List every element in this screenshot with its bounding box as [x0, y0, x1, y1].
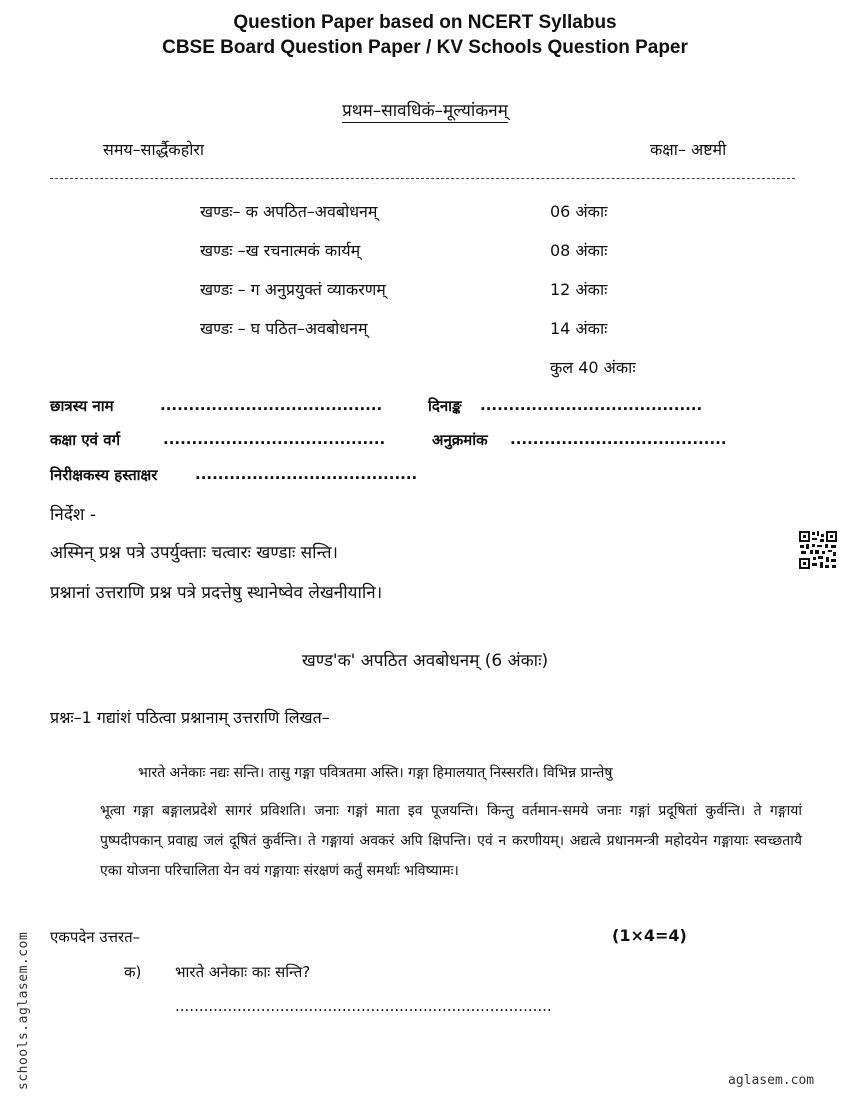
exam-title: प्रथम–सावधिकं–मूल्यांकनम् [342, 101, 508, 121]
passage-rest: भूत्वा गङ्गा बङ्गालप्रदेशे सागरं प्रविशति। जनाः गङ्गां माता इव पूजयन्ति। किन्तु वर्तमान-समये जनाः गङ्गां प्रदूषितां कुर्वन्ति। ते गङ्गायां पुष्पदीपकान् प्रवाह्य जलं दूषितं कुर्वन्ति। ते गङ्गायां अवकरं अपि क्षिपन्ति। एवं न करणीयम्। अद्यत्वे प्रधानमन्त्री महोदयेन गङ्गायाः स्वच्छतायै एका योजना परिचालिता येन वयं गङ्गायाः संरक्षणं कर्तुं समर्थाः भविष्यामः। [100, 803, 802, 879]
passage-first-line: भारते अनेकाः नद्यः सन्ति। तासु गङ्गा पवित्रतमा अस्ति। गङ्गा हिमालयात् निस्सरति। विभिन्न प्रान्तेषु [138, 765, 613, 781]
roll-number-label: अनुक्रमांक [432, 431, 488, 449]
student-name-field[interactable]: ....................................... [160, 396, 383, 414]
total-marks: कुल 40 अंकाः [550, 358, 636, 377]
roll-number-field[interactable]: ...................................... [510, 430, 727, 448]
date-label: दिनाङ्क [428, 397, 462, 415]
question-1: प्रश्नः–1 गद्यांशं पठित्वा प्रश्नानाम् उत्तराणि लिखत– [50, 708, 330, 727]
answer-field[interactable]: ............................................................................... [175, 997, 552, 1015]
sub-question-label: क) [124, 963, 142, 981]
instruction-line: प्रश्नानां उत्तराणि प्रश्न पत्रे प्रदत्तेषु स्थानेष्वेव लेखनीयानि। [50, 583, 383, 603]
section-marks: 06 अंकाः [550, 202, 608, 221]
passage [100, 758, 802, 796]
class-section-field[interactable]: ....................................... [163, 430, 386, 448]
section-a-heading: खण्ड'क' अपठित अवबोधनम् (6 अंकाः) [301, 651, 549, 671]
exam-class: कक्षा– अष्टमी [650, 140, 727, 159]
header-line-2: CBSE Board Question Paper / KV Schools Question Paper [162, 37, 688, 58]
marks-allocation: (1×4=4) [612, 926, 687, 945]
section-marks: 12 अंकाः [550, 280, 608, 299]
section-marks: 08 अंकाः [550, 241, 608, 260]
section-name: खण्डः –ख रचनात्मकं कार्यम् [200, 241, 361, 260]
divider [50, 178, 795, 179]
bottom-watermark: aglasem.com [728, 1073, 815, 1088]
header-line-1: Question Paper based on NCERT Syllabus [233, 12, 617, 33]
instructions-heading: निर्देश - [50, 505, 96, 525]
invigilator-signature-label: निरीक्षकस्य हस्ताक्षर [50, 466, 158, 484]
class-section-label: कक्षा एवं वर्ग [50, 431, 121, 449]
sub-instruction: एकपदेन उत्तरत– [50, 928, 141, 946]
section-name: खण्डः– क अपठित–अवबोधनम् [200, 202, 378, 221]
exam-time: समय–सार्द्धैकहोरा [103, 140, 205, 159]
section-name: खण्डः – घ पठित–अवबोधनम् [200, 319, 368, 338]
invigilator-signature-field[interactable]: ....................................... [195, 465, 418, 483]
qr-code-icon [798, 530, 838, 570]
section-marks: 14 अंकाः [550, 319, 608, 338]
section-name: खण्डः – ग अनुप्रयुक्तं व्याकरणम् [200, 280, 386, 299]
date-field[interactable]: ....................................... [480, 396, 703, 414]
student-name-label: छात्रस्य नाम [50, 397, 114, 415]
sub-question-text: भारते अनेकाः काः सन्ति? [175, 963, 311, 981]
instruction-line: अस्मिन् प्रश्न पत्रे उपर्युक्ताः चत्वारः खण्डाः सन्ति। [50, 543, 338, 563]
side-watermark: schools.aglasem.com [16, 931, 31, 1090]
